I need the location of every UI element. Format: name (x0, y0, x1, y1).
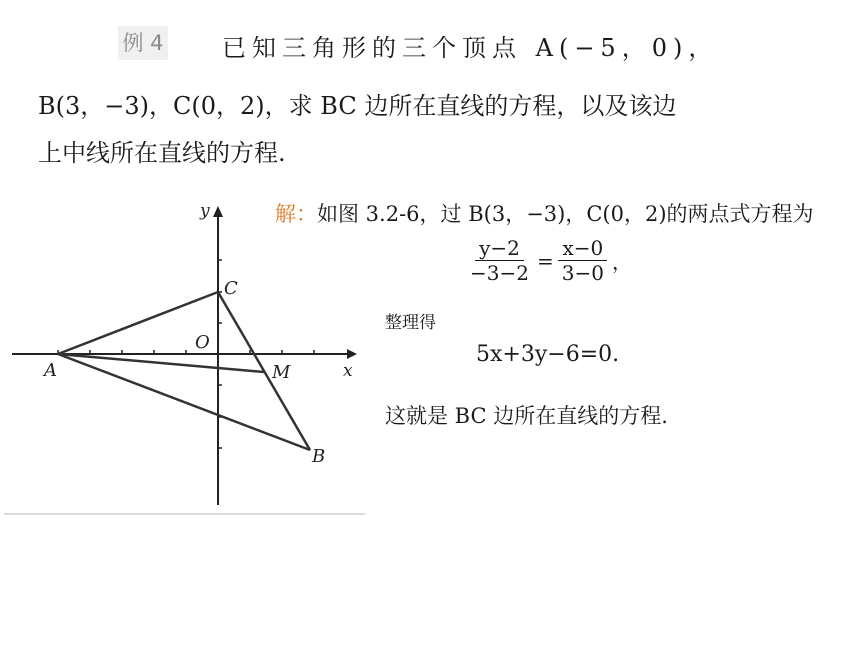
triangle-figure (0, 180, 370, 520)
fraction-left-denominator: −3−2 (470, 261, 529, 285)
fraction-right-denominator: 3−0 (561, 261, 604, 285)
median-AM (58, 354, 264, 372)
solution-label: 解： (275, 202, 317, 226)
example-tag: 例 4 (118, 26, 168, 60)
solution-intro-text: 如图 3.2-6，过 B(3，−3)，C(0，2)的两点式方程为 (317, 202, 814, 226)
label-x: x (343, 361, 353, 381)
label-M: M (272, 362, 291, 383)
label-C: C (224, 278, 238, 299)
problem-line-1: 已知三角形的三个顶点 A(−5，0)， (222, 34, 719, 62)
x-axis-arrow-icon (347, 349, 357, 359)
organize-text: 整理得 (385, 313, 436, 333)
equation-end-punct: ， (611, 250, 632, 274)
conclusion-text: 这就是 BC 边所在直线的方程. (385, 404, 668, 428)
side-AC (58, 292, 218, 354)
label-B: B (312, 446, 326, 467)
two-point-equation (466, 236, 632, 285)
label-A: A (44, 360, 57, 381)
equals-sign: = (536, 248, 554, 273)
fraction-right-numerator: x−0 (558, 236, 607, 261)
y-axis-arrow-icon (213, 206, 223, 217)
label-O: O (195, 332, 210, 353)
problem-line-3: 上中线所在直线的方程. (38, 139, 286, 167)
problem-line-2: B(3，−3)，C(0，2)，求 BC 边所在直线的方程，以及该边 (38, 92, 677, 120)
fraction-right (558, 236, 608, 285)
fraction-left (466, 236, 533, 285)
result-equation: 5x+3y−6=0. (476, 342, 620, 367)
fraction-left-numerator: y−2 (475, 236, 524, 261)
label-y: y (200, 201, 210, 221)
